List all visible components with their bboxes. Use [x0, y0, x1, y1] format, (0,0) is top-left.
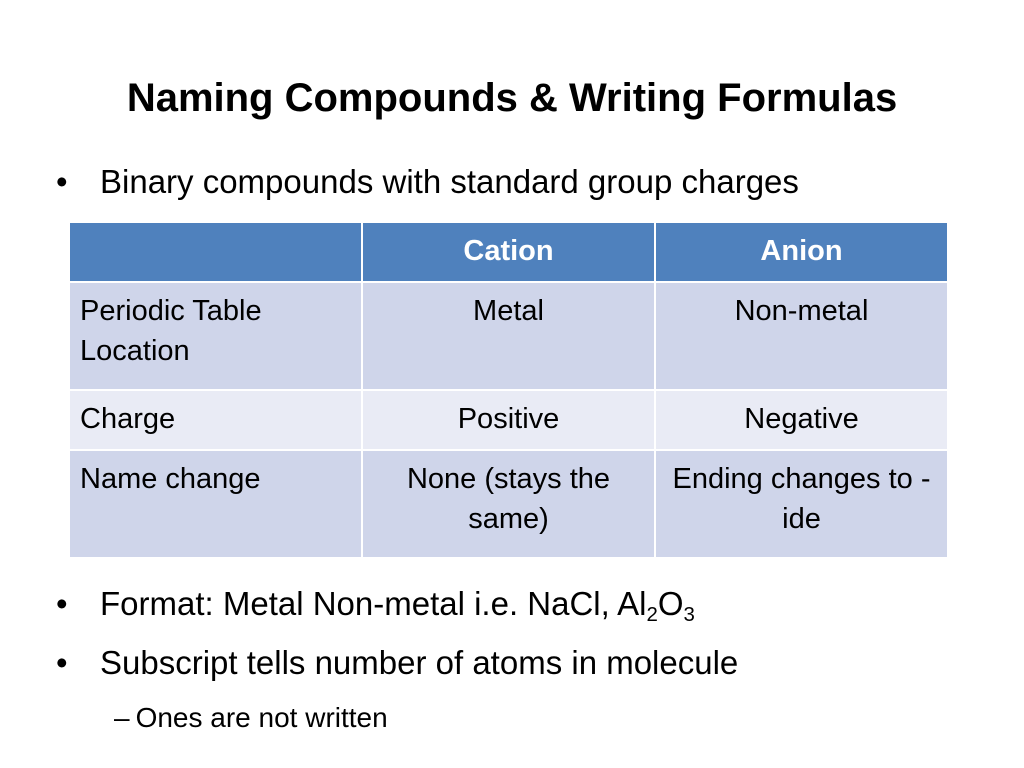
format-oxygen: O	[657, 585, 684, 622]
sub-bullet-ones	[114, 700, 388, 736]
table-row	[69, 390, 948, 450]
bullet-subscript	[56, 643, 738, 683]
header-anion: Anion	[655, 222, 948, 282]
cation-cell: Positive	[362, 390, 655, 450]
compound-table	[68, 221, 949, 559]
table-row	[69, 282, 948, 390]
bullet-dot: •	[56, 585, 68, 622]
bullet-text: Binary compounds with standard group charges	[100, 163, 799, 200]
sub-bullet-dash: –	[114, 702, 130, 733]
bullet-binary-compounds	[56, 162, 799, 202]
bullet-text: Subscript tells number of atoms in molecule	[100, 644, 739, 681]
format-text: Format: Metal Non-metal i.e. NaCl, Al	[100, 585, 647, 622]
anion-cell: Negative	[655, 390, 948, 450]
row-label: Periodic Table Location	[69, 282, 362, 390]
bullet-format	[56, 584, 695, 627]
anion-cell: Non-metal	[655, 282, 948, 390]
cation-cell: None (stays the same)	[362, 450, 655, 558]
table-header-row	[69, 222, 948, 282]
bullet-dot: •	[56, 644, 68, 681]
subscript-3: 3	[683, 603, 695, 627]
header-empty	[69, 222, 362, 282]
cation-cell: Metal	[362, 282, 655, 390]
header-cation: Cation	[362, 222, 655, 282]
row-label: Charge	[69, 390, 362, 450]
slide-title: Naming Compounds & Writing Formulas	[126, 76, 898, 120]
bullet-dot: •	[56, 163, 68, 200]
row-label: Name change	[69, 450, 362, 558]
table-row	[69, 450, 948, 558]
sub-bullet-text: Ones are not written	[135, 702, 388, 733]
anion-cell: Ending changes to -ide	[655, 450, 948, 558]
subscript-2: 2	[646, 603, 658, 627]
